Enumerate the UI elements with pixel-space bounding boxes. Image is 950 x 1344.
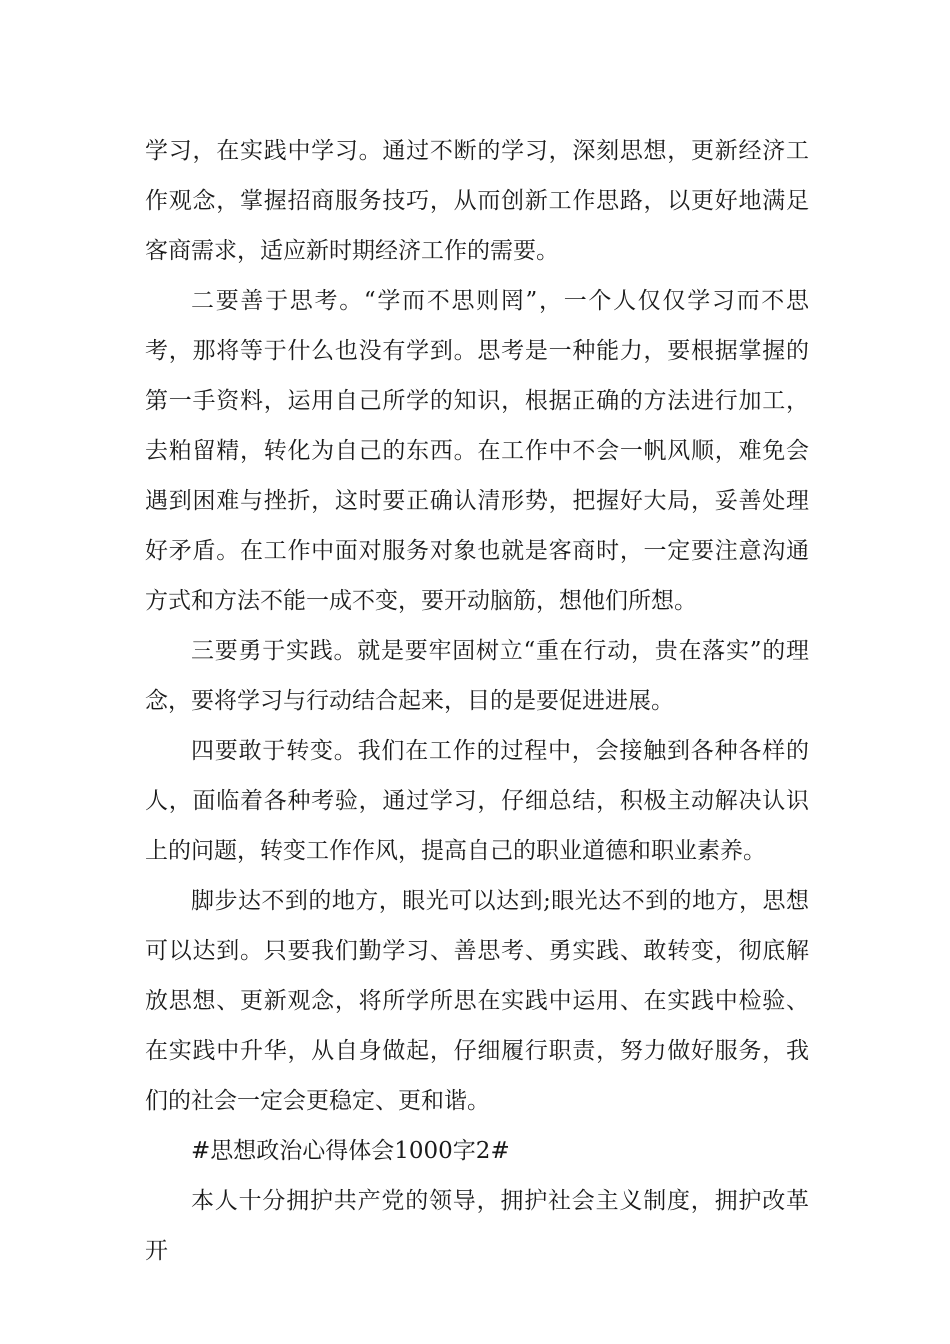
document-body	[145, 126, 809, 1276]
paragraph-continuation: 学习，在实践中学习。通过不断的学习，深刻思想，更新经济工作观念，掌握招商服务技巧，从而创新工作思路，以更好地满足客商需求，适应新时期经济工作的需要。	[145, 138, 809, 264]
paragraph-conclusion: 脚步达不到的地方，眼光可以达到;眼光达不到的地方，思想可以达到。只要我们勤学习、善思考、勇实践、敢转变，彻底解放思想、更新观念，将所学所思在实践中运用、在实践中检验、在实践中升华，从自身做起，仔细履行职责，努力做好服务，我们的社会一定会更稳定、更和谐。	[145, 888, 809, 1114]
paragraph-change: 四要敢于转变。我们在工作的过程中，会接触到各种各样的人，面临着各种考验，通过学习，仔细总结，积极主动解决认识上的问题，转变工作作风，提高自己的职业道德和职业素养。	[145, 738, 809, 864]
paragraph-practice: 三要勇于实践。就是要牢固树立“重在行动，贵在落实”的理念，要将学习与行动结合起来，目的是要促进进展。	[145, 638, 809, 714]
paragraph-thinking: 二要善于思考。“学而不思则罔”，一个人仅仅学习而不思考，那将等于什么也没有学到。思考是一种能力，要根据掌握的第一手资料，运用自己所学的知识，根据正确的方法进行加工，去粕留精，转化为自己的东西。在工作中不会一帆风顺，难免会遇到困难与挫折，这时要正确认清形势，把握好大局，妥善处理好矛盾。在工作中面对服务对象也就是客商时，一定要注意沟通方式和方法不能一成不变，要开动脑筋，想他们所想。	[145, 288, 809, 614]
paragraph-closing: 本人十分拥护共产党的领导，拥护社会主义制度，拥护改革开	[145, 1188, 809, 1264]
section-heading: #思想政治心得体会1000字2#	[191, 1138, 510, 1164]
